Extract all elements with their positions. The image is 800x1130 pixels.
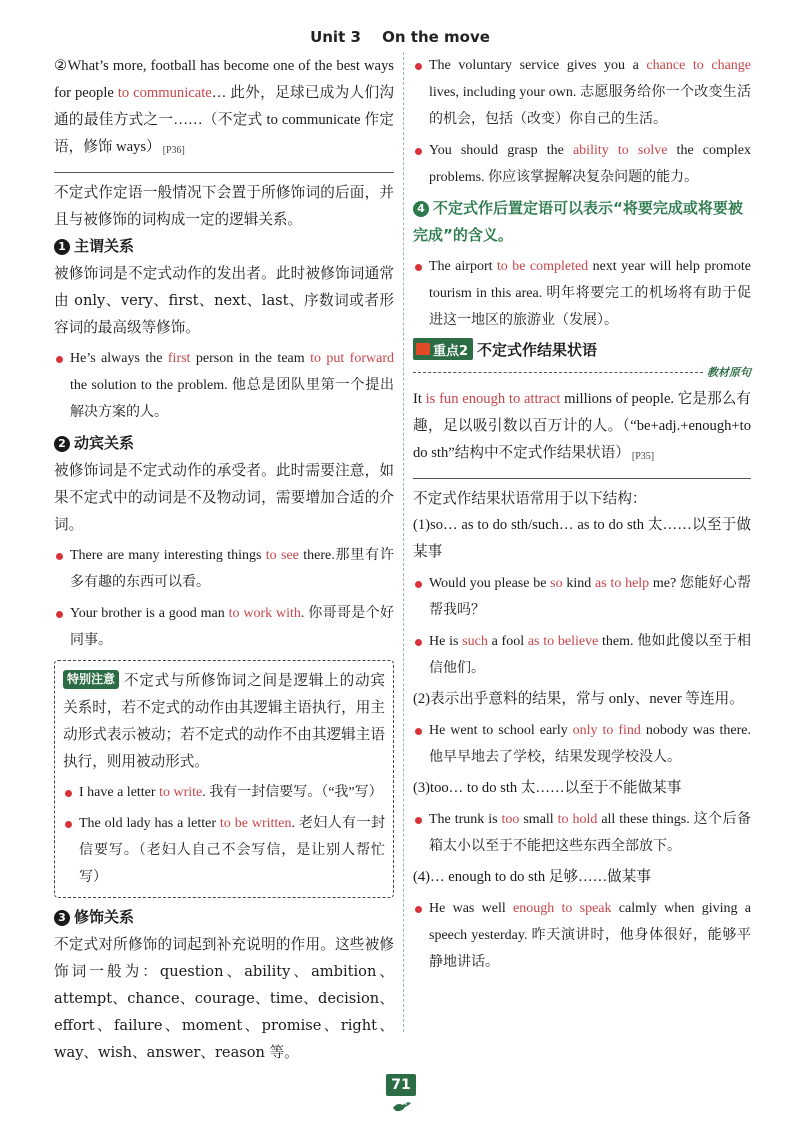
example-sentence: He was well enough to speak calmly when giving a speech yesterday. 昨天演讲时，他身体很好，能够平静地讲话。: [413, 895, 751, 976]
example-sentence: You should grasp the ability to solve the complex problems. 你应该掌握解决复杂问题的能力。: [413, 137, 751, 191]
number-four-icon: 4: [413, 201, 429, 217]
structure-heading: (4)… enough to do sth 足够……做某事: [413, 869, 651, 885]
section-heading-verb-object: 2 动宾关系: [54, 430, 394, 457]
column-divider: [403, 52, 404, 1032]
divider: [413, 478, 751, 479]
example-sentence: I have a letter to write. 我有一封信要写。（“我”写）: [63, 779, 385, 806]
note-label: 特别注意: [63, 670, 119, 689]
example-sentence: He went to school early only to find nobody was there. 他早早地去了学校，结果发现学校没人。: [413, 717, 751, 771]
intro-paragraph: ②What’s more, football has become one of the best ways for people to communicate… 此外，足球已成为人们沟通的最佳方式之一……（不定式 to communicate 作定语，修饰 ways） [P36]: [54, 57, 394, 156]
number-three-icon: 3: [54, 910, 70, 926]
section-heading-future-meaning: 4 不定式作后置定语可以表示“将要完成或将要被完成”的含义。: [413, 199, 743, 244]
structures-intro: 不定式作结果状语常用于以下结构：: [413, 490, 647, 507]
example-sentence: There are many interesting things to see there.那里有许多有趣的东西可以看。: [54, 542, 394, 596]
example-sentence: He is such a fool as to believe them. 他如此傻以至于相信他们。: [413, 628, 751, 682]
example-sentence: The trunk is too small to hold all these things. 这个后备箱太小以至于不能把这些东西全部放下。: [413, 806, 751, 860]
section-desc: 被修饰词是不定式动作的承受者。此时需要注意，如果不定式中的动词是不及物动词，需要增加合适的介词。: [54, 462, 394, 533]
example-sentence: The old lady has a letter to be written. 老妇人有一封信要写。（老妇人自己不会写信，是让别人帮忙写）: [63, 810, 385, 891]
number-one-icon: 1: [54, 239, 70, 255]
right-column: [413, 52, 751, 976]
key-point-heading: [413, 338, 751, 360]
note-text: 特别注意 不定式与所修饰词之间是逻辑上的动宾关系时，若不定式的动作由其逻辑主语执行，用主动形式表示被动；若不定式的动作不由其逻辑主语执行，则用被动形式。: [63, 672, 385, 770]
summary-text: 不定式作定语一般情况下会置于所修饰词的后面，并且与被修饰的词构成一定的逻辑关系。: [54, 184, 394, 228]
key-point-badge: 重点2: [413, 338, 473, 360]
number-two-icon: 2: [54, 436, 70, 452]
example-sentence: Your brother is a good man to work with. 你哥哥是个好同事。: [54, 600, 394, 654]
key-point-title: 不定式作结果状语: [477, 340, 598, 359]
origin-sentence: It is fun enough to attract millions of people. 它是那么有趣，足以吸引数以百万计的人。（“be+adj.+enough+to do sth”结构中不定式作结果状语） [P35]: [413, 391, 751, 462]
unit-title: On the move: [382, 28, 490, 46]
section-heading-modification: 3 修饰关系: [54, 904, 394, 931]
textbook-origin-tag: 教材原句: [707, 366, 751, 379]
bird-icon: [391, 1098, 413, 1114]
example-sentence: The voluntary service gives you a chance to change lives, including your own. 志愿服务给你一个改变生活的机会，包括（改变）你自己的生活。: [413, 52, 751, 133]
section-heading-subject-predicate: 1 主谓关系: [54, 233, 394, 260]
page-ref: [P36]: [162, 145, 185, 156]
special-note-box: [54, 660, 394, 898]
textbook-origin-divider: [413, 364, 751, 380]
page-ref: [P35]: [631, 451, 655, 462]
example-sentence: Would you please be so kind as to help me? 您能好心帮帮我吗？: [413, 570, 751, 624]
structure-heading: (1)so… as to do sth/such… as to do sth 太……以至于做某事: [413, 517, 751, 560]
example-sentence: The airport to be completed next year will help promote tourism in this area. 明年将要完工的机场将有助于促进这一地区的旅游业（发展）。: [413, 253, 751, 334]
section-desc: 不定式对所修饰的词起到补充说明的作用。这些被修饰词一般为：question、ability、ambition、attempt、chance、courage、time、decision、effort、failure、moment、promise、right、way、wish、answer、reason 等。: [54, 936, 394, 1061]
page-header: [0, 28, 800, 46]
circled-two-marker: ②: [54, 57, 68, 74]
example-sentence: He’s always the first person in the team to put forward the solution to the problem. 他总是团队里第一个提出解决方案的人。: [54, 345, 394, 426]
left-column: [54, 52, 394, 1066]
structure-heading: (2)表示出乎意料的结果，常与 only、never 等连用。: [413, 691, 744, 707]
book-icon: [416, 343, 430, 355]
section-desc: 被修饰词是不定式动作的发出者。此时被修饰词通常由 only、very、first、next、last、序数词或者形容词的最高级等修饰。: [54, 265, 394, 336]
page-number: 71: [386, 1074, 416, 1096]
structure-heading: (3)too… to do sth 太……以至于不能做某事: [413, 780, 682, 796]
divider: [54, 172, 394, 173]
unit-label: Unit 3: [310, 28, 361, 46]
